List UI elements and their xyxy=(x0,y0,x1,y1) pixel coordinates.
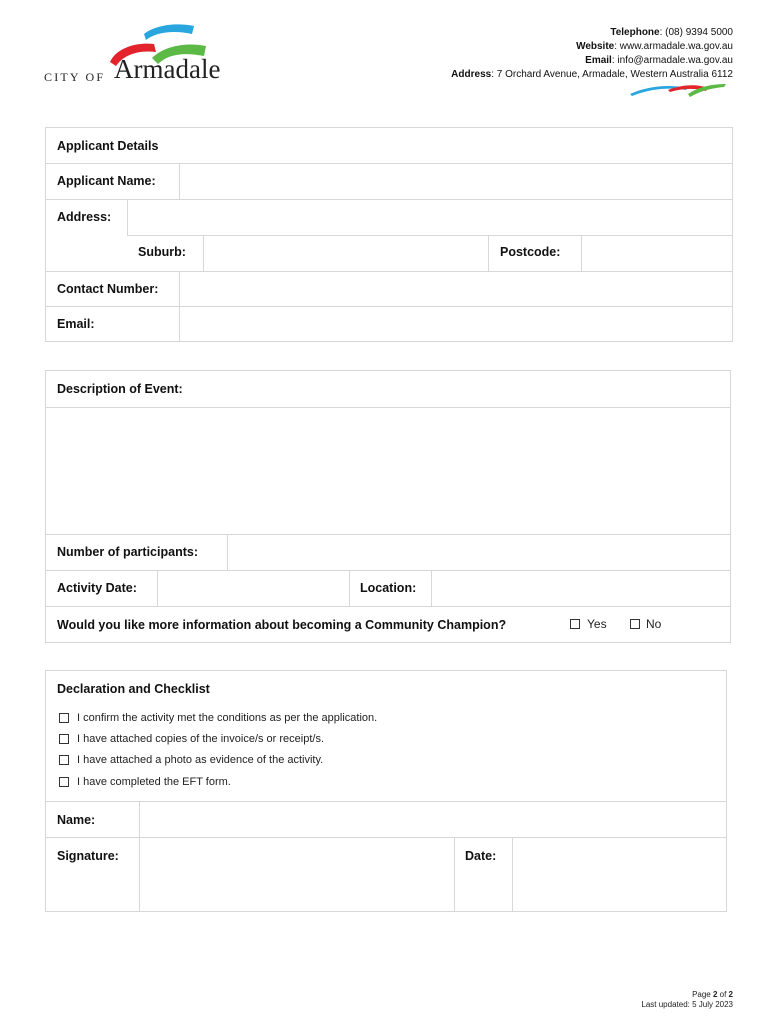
suburb-label: Suburb: xyxy=(138,245,186,259)
page-total: 2 xyxy=(728,990,733,999)
contact-number-row xyxy=(46,271,732,306)
signature-row xyxy=(46,837,726,911)
address-row xyxy=(46,199,732,271)
location-left-divider xyxy=(349,571,350,606)
page-number xyxy=(641,990,733,1000)
checklist-item-3: I have attached a photo as evidence of the activity. xyxy=(77,754,324,766)
champion-yes-label: Yes xyxy=(587,617,607,631)
description-of-event-label: Description of Event: xyxy=(57,382,183,396)
applicant-details-heading: Applicant Details xyxy=(57,139,159,153)
email-value: : info@armadale.wa.gov.au xyxy=(611,55,733,66)
applicant-name-label: Applicant Name: xyxy=(57,174,156,188)
applicant-details-section xyxy=(45,127,733,342)
email-label: Email xyxy=(585,55,612,66)
checklist-item-1: I confirm the activity met the conditions as per the application. xyxy=(77,712,378,724)
checklist-item-4: I have completed the EFT form. xyxy=(77,776,231,788)
signature-label: Signature: xyxy=(57,849,119,863)
logo-city-of-text: CITY OF xyxy=(44,70,106,84)
page-footer xyxy=(641,990,733,1010)
page-current: 2 xyxy=(712,990,718,999)
page-prefix: Page xyxy=(692,990,713,999)
website-value: : www.armadale.wa.gov.au xyxy=(614,41,733,52)
swoosh-icon xyxy=(628,80,728,100)
applicant-name-field[interactable] xyxy=(180,164,732,199)
declaration-name-row xyxy=(46,801,726,837)
city-of-armadale-logo xyxy=(44,22,244,88)
event-section xyxy=(45,370,731,643)
activity-date-field[interactable] xyxy=(158,571,349,606)
activity-date-label: Activity Date: xyxy=(57,581,137,595)
declaration-section xyxy=(45,670,727,912)
telephone-value: : (08) 9394 5000 xyxy=(659,27,733,38)
last-updated: Last updated: 5 July 2023 xyxy=(641,1000,733,1009)
suburb-field[interactable] xyxy=(204,236,488,271)
telephone-line xyxy=(451,26,733,40)
postcode-label: Postcode: xyxy=(500,245,561,259)
champion-row xyxy=(46,606,730,642)
declaration-heading: Declaration and Checklist xyxy=(57,682,210,696)
checklist-checkbox-1[interactable] xyxy=(59,713,69,723)
address-label: Address xyxy=(451,69,492,80)
logo-armadale-text: Armadale xyxy=(114,54,221,84)
page-of: of xyxy=(717,990,729,999)
participants-field[interactable] xyxy=(228,535,730,570)
date-label: Date: xyxy=(465,849,497,863)
postcode-field[interactable] xyxy=(582,236,732,271)
checklist-checkbox-2[interactable] xyxy=(59,734,69,744)
location-label: Location: xyxy=(360,581,417,595)
email-label: Email: xyxy=(57,317,95,331)
checklist-checkbox-4[interactable] xyxy=(59,777,69,787)
website-line xyxy=(451,40,733,54)
contact-details xyxy=(451,26,733,82)
email-row xyxy=(46,306,732,341)
declaration-name-field[interactable] xyxy=(140,802,726,837)
declaration-name-label: Name: xyxy=(57,813,96,827)
address-field[interactable] xyxy=(128,200,732,235)
address-value: : 7 Orchard Avenue, Armadale, Western Australia 6112 xyxy=(491,69,733,80)
checklist-checkbox-3[interactable] xyxy=(59,755,69,765)
date-field[interactable] xyxy=(513,838,726,911)
address-label: Address: xyxy=(57,210,112,224)
activity-date-row xyxy=(46,570,730,606)
signature-field[interactable] xyxy=(140,838,454,911)
contact-number-label: Contact Number: xyxy=(57,282,159,296)
description-of-event-field[interactable] xyxy=(46,408,730,534)
location-field[interactable] xyxy=(432,571,730,606)
telephone-label: Telephone xyxy=(610,27,660,38)
applicant-name-row xyxy=(46,163,732,199)
checklist-item-2: I have attached copies of the invoice/s or receipt/s. xyxy=(77,733,325,745)
contact-number-field[interactable] xyxy=(180,272,732,306)
champion-no-label: No xyxy=(646,617,662,631)
postcode-left-divider xyxy=(488,235,489,271)
champion-no-checkbox[interactable] xyxy=(630,619,640,629)
email-field[interactable] xyxy=(180,307,732,341)
date-left-divider xyxy=(454,838,455,911)
website-label: Website xyxy=(576,41,615,52)
champion-yes-checkbox[interactable] xyxy=(570,619,580,629)
email-line xyxy=(451,54,733,68)
champion-question: Would you like more information about becoming a Community Champion? xyxy=(57,618,507,632)
participants-label: Number of participants: xyxy=(57,545,198,559)
participants-row xyxy=(46,534,730,570)
